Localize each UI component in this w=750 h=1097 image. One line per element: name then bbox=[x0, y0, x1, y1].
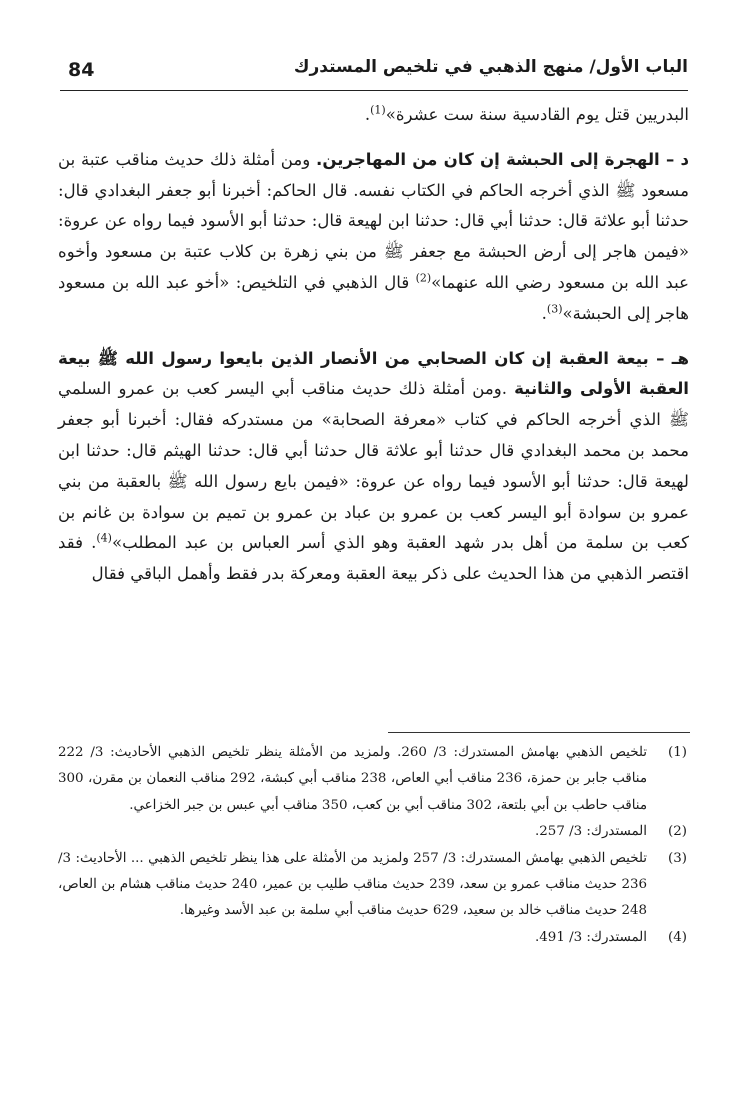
paragraph-text: قال الذهبي في التلخيص: «أخو عبد الله بن مسعود هاجر إلى الحبشة» bbox=[58, 272, 689, 323]
footnote bbox=[58, 925, 689, 951]
paragraph-aqaba bbox=[58, 344, 689, 590]
footnote-text: المستدرك: 3/ 257. bbox=[535, 824, 647, 840]
footnote-divider bbox=[388, 732, 690, 733]
paragraph-text: . bbox=[364, 105, 371, 124]
footnote bbox=[58, 846, 689, 925]
paragraph-hijra bbox=[58, 145, 689, 330]
paragraph-text: . فقد اقتصر الذهبي من هذا الحديث على ذكر بيعة العقبة ومعركة بدر فقط وأهمل الباقي فقال bbox=[58, 533, 689, 584]
footnote-ref[interactable]: (3) bbox=[546, 302, 563, 316]
paragraph-text: . bbox=[541, 303, 547, 323]
paragraph-continuation bbox=[58, 100, 689, 131]
footnote-ref[interactable]: (4) bbox=[96, 531, 112, 545]
footnote-text: المستدرك: 3/ 491. bbox=[535, 929, 647, 945]
paragraph-text: .ومن أمثلة ذلك حديث مناقب أبي اليسر كعب بن عمرو السلمي ﷺ الذي أخرجه الحاكم في كتاب «معرفة الصحابة» من مستدركه فقال: أخبرنا أبو جعفر محمد بن محمد البغدادي قال حدثنا أبو علاثة قال حدثنا أبي قال: حدثنا الهيثم قال: حدثنا ابن لهيعة قال: حدثنا أبو الأسود فيما رواه عن عروة: «فيمن بايع رسول الله ﷺ بالعقبة من بني عمرو بن سوادة أبو اليسر كعب بن عمرو بن عباد بن عمرو بن تميم بن سوادة بن غانم بن كعب بن سلمة من أهل بدر شهد العقبة وهو الذي أسر العباس بن عبد المطلب» bbox=[58, 379, 689, 553]
footnote-number: (2) bbox=[668, 824, 687, 840]
footnote-ref[interactable]: (1) bbox=[370, 103, 386, 117]
main-text bbox=[58, 100, 689, 590]
footnote bbox=[58, 740, 689, 819]
footnote-number: (3) bbox=[668, 850, 687, 866]
footnote-ref[interactable]: (2) bbox=[415, 271, 432, 285]
header-divider bbox=[60, 90, 688, 91]
page-number: 84 bbox=[68, 59, 95, 81]
section-label: هـ – بيعة العقبة إن كان الصحابي من الأنصار الذين بايعوا رسول الله ﷺ بيعة العقبة الأولى والثانية bbox=[58, 348, 689, 399]
page-header bbox=[60, 55, 688, 91]
paragraph-text: ومن أمثلة ذلك حديث مناقب عتبة بن مسعود ﷺ الذي أخرجه الحاكم في الكتاب نفسه. قال الحاكم: أخبرنا أبو جعفر البغدادي قال: حدثنا أبو علاثة قال: حدثنا أبي قال: حدثنا ابن لهيعة قال: حدثنا أبو الأسود فيما رواه عن عروة: «فيمن هاجر إلى أرض الحبشة مع جعفر ﷺ من بني زهرة بن كلاب عتبة بن مسعود وأخوه عبد الله بن مسعود رضي الله عنهما» bbox=[58, 149, 689, 292]
footnote-text: تلخيص الذهبي بهامش المستدرك: 3/ 257 ولمزيد من الأمثلة على هذا ينظر تلخيص الذهبي ... الأحاديث: 3/ 236 حديث مناقب عمرو بن سعد، 239 حديث مناقب طليب بن عمير، 240 حديث مناقب هشام بن العاص، 248 حديث مناقب خالد بن سعيد، 629 حديث مناقب أبي سلمة بن عبد الأسد وغيرها. bbox=[58, 850, 647, 919]
footnotes bbox=[58, 740, 689, 951]
paragraph-text: البدريين قتل يوم القادسية سنة ست عشرة» bbox=[385, 105, 689, 124]
footnote-number: (1) bbox=[668, 745, 687, 760]
footnote bbox=[58, 819, 689, 845]
footnote-number: (4) bbox=[668, 929, 687, 945]
section-label: د – الهجرة إلى الحبشة إن كان من المهاجرين. bbox=[316, 149, 689, 169]
running-title: الباب الأول/ منهج الذهبي في تلخيص المستدرك bbox=[293, 57, 688, 77]
footnote-text: تلخيص الذهبي بهامش المستدرك: 3/ 260. ولمزيد من الأمثلة ينظر تلخيص الذهبي الأحاديث: 3/ 222 مناقب جابر بن حمزة، 236 مناقب أبي العاص، 238 مناقب أبي كبشة، 292 مناقب النعمان بن مقرن، 300 مناقب حاطب بن أبي بلتعة، 302 مناقب أبي بن كعب، 350 مناقب أبي عبس بن جبر الخزاعي. bbox=[58, 745, 647, 813]
